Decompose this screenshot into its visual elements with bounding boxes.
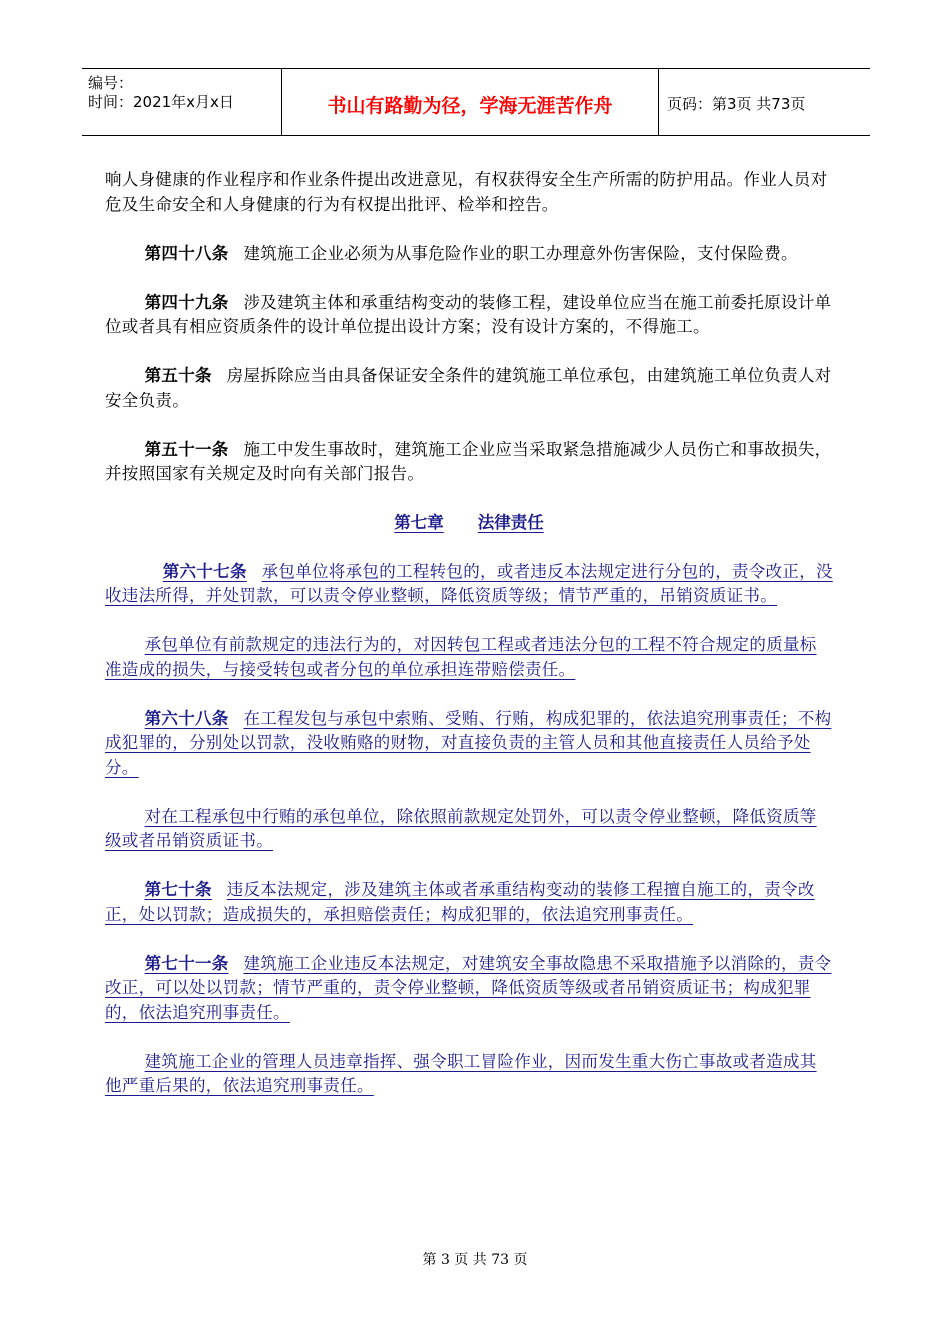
chapter-title: 法律责任 — [477, 512, 544, 532]
document-body — [105, 168, 833, 1099]
page-header — [82, 68, 870, 136]
article-70-text: 违反本法规定，涉及建筑主体或者承重结构变动的装修工程擅自施工的，责令改正，处以罚款；造成损失的，承担赔偿责任；构成犯罪的，依法追究刑事责任。 — [105, 880, 815, 924]
article-49 — [105, 291, 833, 340]
document-number-label: 编号： — [88, 74, 134, 92]
article-68-paragraph-2: 对在工程承包中行贿的承包单位，除依照前款规定处罚外，可以责令停业整顿，降低资质等级或者吊销资质证书。 — [105, 806, 817, 850]
article-51-title: 第五十一条 — [144, 439, 229, 459]
article-48 — [105, 242, 833, 267]
header-page-cell — [659, 69, 870, 135]
article-71-paragraph-2: 建筑施工企业的管理人员违章指挥、强令职工冒险作业，因而发生重大伤亡事故或者造成其他严重后果的，依法追究刑事责任。 — [105, 1051, 817, 1095]
article-51-text: 施工中发生事故时，建筑施工企业应当采取紧急措施减少人员伤亡和事故损失，并按照国家有关规定及时向有关部门报告。 — [105, 439, 832, 483]
article-71 — [105, 952, 833, 1026]
article-49-title: 第四十九条 — [144, 292, 229, 312]
article-70 — [105, 878, 833, 927]
article-67-paragraph-2: 承包单位有前款规定的违法行为的，对因转包工程或者违法分包的工程不符合规定的质量标准造成的损失，与接受转包或者分包的单位承担连带赔偿责任。 — [105, 635, 817, 679]
article-67 — [105, 560, 833, 609]
article-49-text: 涉及建筑主体和承重结构变动的装修工程，建设单位应当在施工前委托原设计单位或者具有相应资质条件的设计单位提出设计方案；没有设计方案的，不得施工。 — [105, 292, 832, 336]
paragraph-continuation: 响人身健康的作业程序和作业条件提出改进意见，有权获得安全生产所需的防护用品。作业人员对危及生命安全和人身健康的行为有权提出批评、检举和控告。 — [105, 170, 828, 214]
header-motto-cell — [282, 69, 659, 135]
article-68-title: 第六十八条 — [144, 708, 229, 728]
article-48-text: 建筑施工企业必须为从事危险作业的职工办理意外伤害保险，支付保险费。 — [243, 243, 798, 263]
header-page-number: 页码：第3页 共73页 — [667, 95, 806, 113]
header-motto: 书山有路勤为径，学海无涯苦作舟 — [327, 95, 613, 117]
article-50-title: 第五十条 — [144, 366, 212, 385]
article-48-title: 第四十八条 — [144, 243, 229, 263]
article-67-text: 承包单位将承包的工程转包的，或者违反本法规定进行分包的，责令改正，没收违法所得，并处罚款，可以责令停业整顿，降低资质等级；情节严重的，吊销资质证书。 — [105, 561, 833, 605]
page-footer: 第 3 页 共 73 页 — [422, 1252, 528, 1268]
chapter-number: 第七章 — [394, 512, 444, 532]
article-71-text: 建筑施工企业违反本法规定，对建筑安全事故隐患不采取措施予以消除的，责令改正，可以处以罚款；情节严重的，责令停业整顿，降低资质等级或者吊销资质证书；构成犯罪的，依法追究刑事责任。 — [105, 953, 832, 1022]
article-68-text: 在工程发包与承包中索贿、受贿、行贿，构成犯罪的，依法追究刑事责任；不构成犯罪的，分别处以罚款，没收贿赂的财物，对直接负责的主管人员和其他直接责任人员给予处分。 — [105, 708, 832, 777]
document-date-label: 时间：2021年x月x日 — [88, 93, 234, 111]
article-67-title: 第六十七条 — [162, 561, 247, 581]
chapter-heading — [105, 511, 833, 536]
article-51 — [105, 438, 833, 487]
header-meta-cell — [82, 69, 282, 135]
article-50-text: 房屋拆除应当由具备保证安全条件的建筑施工单位承包，由建筑施工单位负责人对安全负责。 — [105, 366, 832, 410]
article-71-title: 第七十一条 — [144, 953, 229, 973]
article-68 — [105, 707, 833, 781]
article-50 — [105, 364, 833, 413]
article-70-title: 第七十条 — [144, 880, 212, 899]
